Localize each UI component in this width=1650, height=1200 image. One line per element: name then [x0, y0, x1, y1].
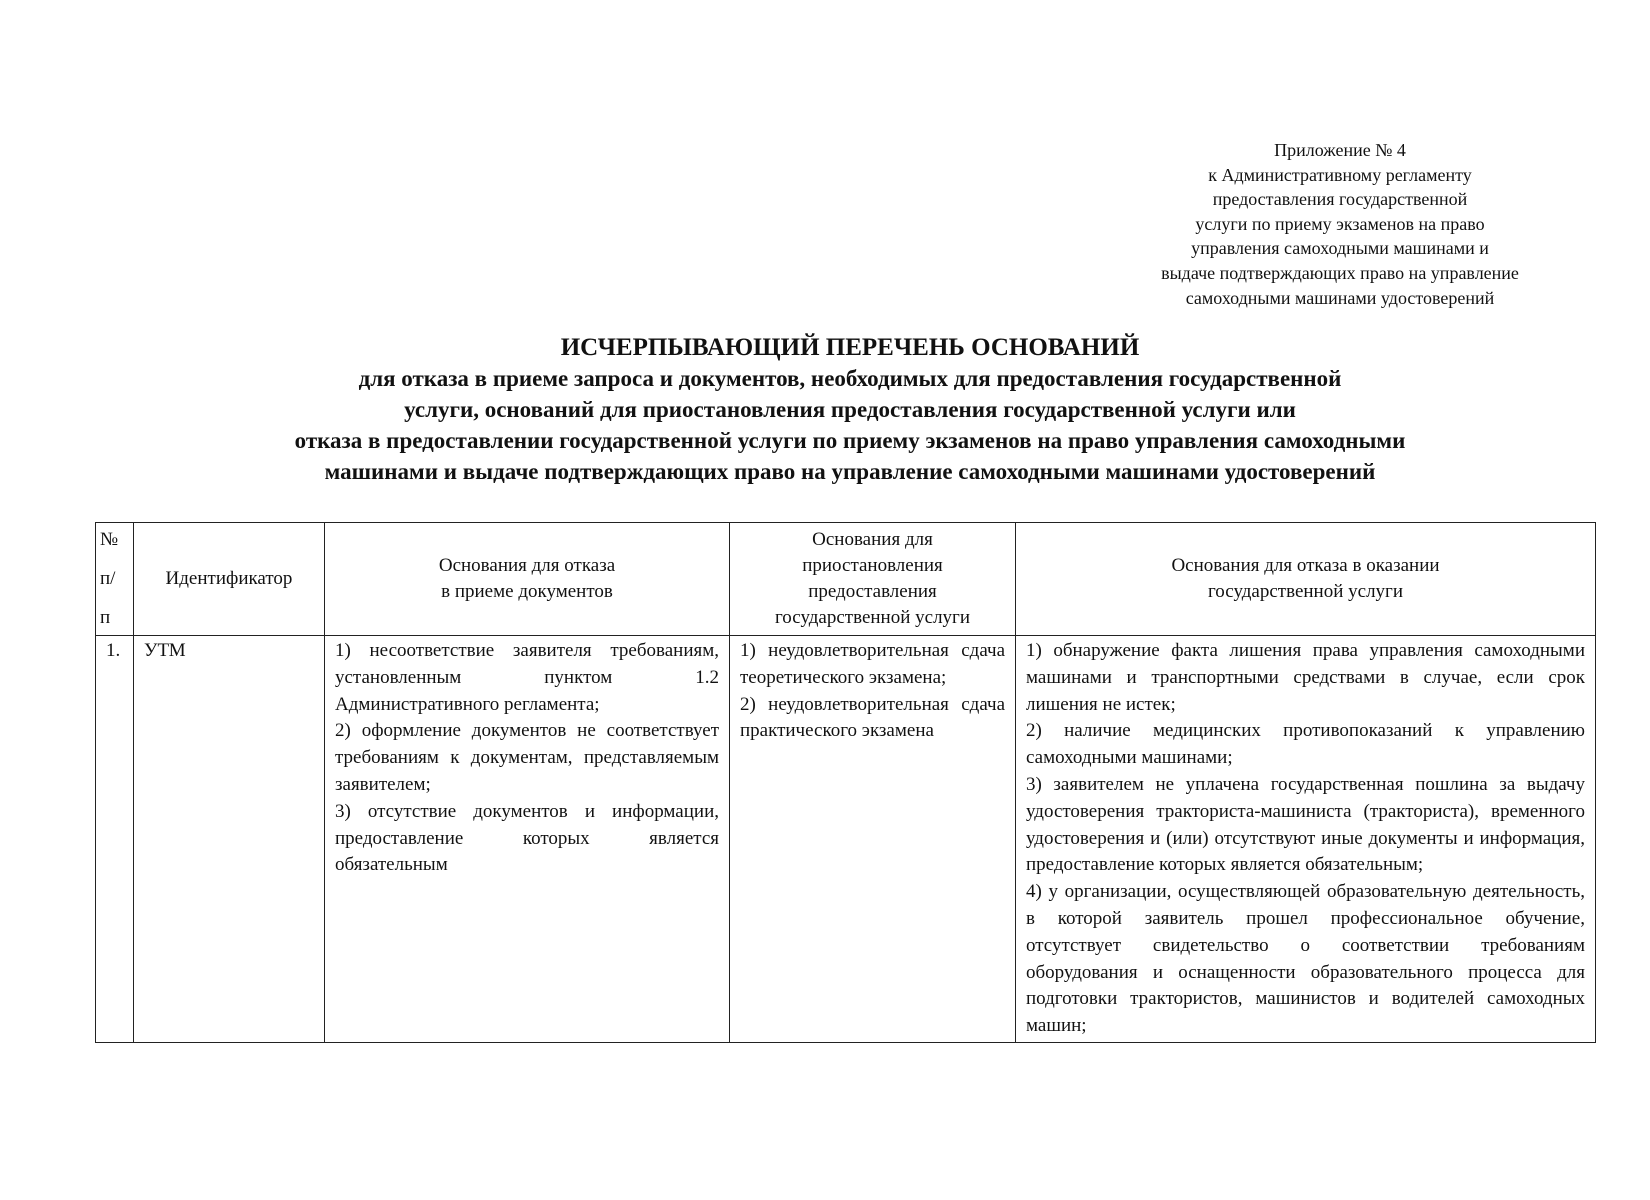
- title-main: ИСЧЕРПЫВАЮЩИЙ ПЕРЕЧЕНЬ ОСНОВАНИЙ: [560, 334, 1140, 361]
- table-header-row: [96, 523, 1596, 636]
- appendix-line: выдаче подтверждающих право на управление: [1161, 262, 1519, 283]
- header-line: предоставления: [808, 581, 937, 602]
- title-subtitle-line: отказа в предоставлении государственной услуги по приему экзаменов на право управления самоходными: [294, 428, 1406, 453]
- cell-identifier: УТМ: [134, 636, 325, 1043]
- list-item: 2) наличие медицинских противопоказаний к управлению самоходными машинами;: [1026, 720, 1585, 769]
- cell-num: 1.: [96, 636, 134, 1043]
- table-row: [96, 636, 1596, 1043]
- list-item: 2) оформление документов не соответствует требованиям к документам, представляемым заявителем;: [335, 720, 719, 795]
- appendix-line: услуги по приему экзаменов на право: [1195, 213, 1485, 234]
- list-item: 2) неудовлетворительная сдача практического экзамена: [740, 693, 1005, 742]
- cell-refusal-docs: [325, 636, 730, 1043]
- header-line: Основания для: [812, 529, 933, 550]
- appendix-line: предоставления государственной: [1212, 189, 1468, 210]
- header-num-line: №: [100, 529, 119, 550]
- list-item: 1) несоответствие заявителя требованиям, установленным пунктом 1.2 Административного регламента;: [335, 640, 719, 715]
- header-line: Основания для отказа в оказании: [1171, 555, 1440, 576]
- title-subtitle-line: машинами и выдаче подтверждающих право на управление самоходными машинами удостоверений: [324, 459, 1376, 484]
- document-title: [90, 332, 1610, 487]
- header-line: государственной услуги: [1207, 581, 1404, 602]
- appendix-line: к Административному регламенту: [1208, 164, 1472, 185]
- appendix-header: [1100, 138, 1580, 310]
- cell-refusal-service: [1016, 636, 1596, 1043]
- header-suspension: [730, 523, 1016, 636]
- list-item: 1) обнаружение факта лишения права управления самоходными машинами и транспортными средствами в случае, если срок лишения не истек;: [1026, 640, 1585, 715]
- grounds-table: [95, 522, 1596, 1043]
- appendix-line: управления самоходными машинами и: [1191, 238, 1489, 259]
- header-refusal-service: [1016, 523, 1596, 636]
- header-num-line: п: [100, 607, 111, 628]
- appendix-line: самоходными машинами удостоверений: [1185, 287, 1495, 308]
- header-line: в приеме документов: [441, 581, 613, 602]
- appendix-line: Приложение № 4: [1274, 140, 1406, 160]
- header-line: государственной услуги: [774, 607, 971, 628]
- header-num: [96, 523, 134, 636]
- cell-suspension: [730, 636, 1016, 1043]
- list-item: 3) заявителем не уплачена государственная пошлина за выдачу удостоверения тракториста-машиниста (тракториста), временного удостоверения и (или) отсутствуют иные документы и информация, предоставление которых является обязательным;: [1026, 773, 1585, 876]
- header-identifier: Идентификатор: [134, 523, 325, 636]
- header-line: Основания для отказа: [438, 555, 616, 576]
- list-item: 3) отсутствие документов и информации, предоставление которых является обязательным: [335, 800, 719, 876]
- title-subtitle-line: услуги, оснований для приостановления предоставления государственной услуги или: [404, 397, 1296, 422]
- header-line: приостановления: [802, 555, 943, 576]
- header-refusal-docs: [325, 523, 730, 636]
- title-subtitle-line: для отказа в приеме запроса и документов, необходимых для предоставления государственной: [358, 366, 1342, 391]
- list-item: 1) неудовлетворительная сдача теоретического экзамена;: [740, 640, 1005, 688]
- list-item: 4) у организации, осуществляющей образовательную деятельность, в которой заявитель прошел профессиональное обучение, отсутствует свидетельство о соответствии требованиям оборудования и оснащенности образовательного процесса для подготовки трактористов, машинистов и водителей самоходных машин;: [1026, 881, 1585, 1037]
- header-num-line: п/: [100, 568, 116, 589]
